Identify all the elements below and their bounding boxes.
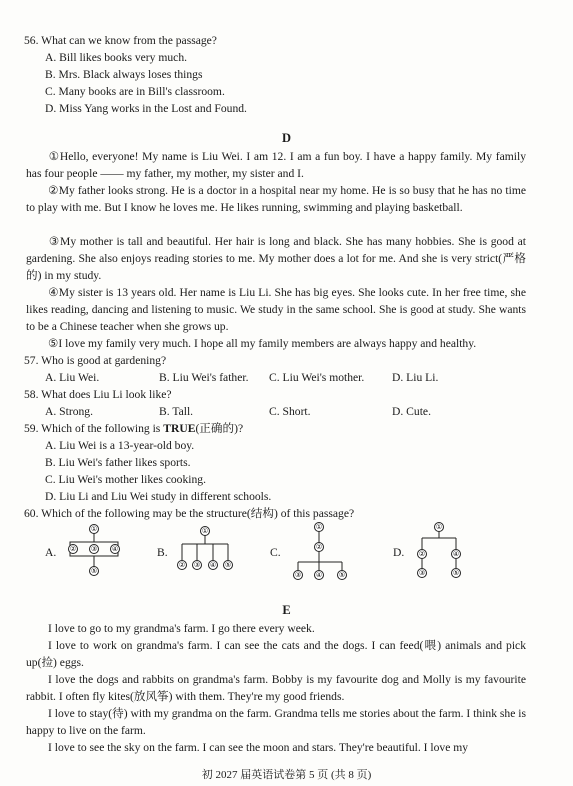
node-4-label: ④ (315, 571, 323, 579)
paragraph-text: ④My sister is 13 years old. Her name is Liu Li. She has big eyes. She looks cute. In her free time, she likes reading, dancing and listening to music. We study in the same school. She is good at study. She wants to be a Chinese teacher when she grows up. (26, 286, 526, 333)
passage-d-paragraph-5 (26, 335, 526, 352)
question-57-stem: 57. Who is good at gardening? (24, 354, 167, 367)
node-2-label: ② (315, 543, 323, 551)
question-58-stem: 58. What does Liu Li look like? (24, 388, 172, 401)
q60-option-d-label: D. (393, 546, 405, 559)
structure-diagram-d (410, 520, 470, 584)
q59-option-c: C. Liu Wei's mother likes cooking. (45, 473, 206, 486)
paragraph-text: ①Hello, everyone! My name is Liu Wei. I am 12. I am a fun boy. I have a happy family. My family has four people —— my father, my mother, my sister and I. (26, 150, 526, 180)
node-3-label: ③ (193, 561, 201, 569)
q59-option-d: D. Liu Li and Liu Wei study in different schools. (45, 490, 272, 503)
node-1-label: ① (315, 523, 323, 531)
section-e-heading: E (282, 603, 291, 617)
question-60-stem: 60. Which of the following may be the structure(结构) of this passage? (24, 507, 355, 520)
section-d-heading: D (281, 131, 292, 145)
paragraph-text: I love to see the sky on the farm. I can see the moon and stars. They're beautiful. I love my (48, 741, 469, 754)
q59-stem-gloss: (正确的)? (195, 422, 244, 435)
q60-option-a-label: A. (45, 546, 57, 559)
q57-option-a: A. Liu Wei. (45, 371, 100, 384)
structure-diagram-a (60, 522, 130, 582)
question-56-stem: 56. What can we know from the passage? (24, 34, 217, 47)
q58-option-d: D. Cute. (392, 405, 431, 418)
paragraph-text: ⑤I love my family very much. I hope all my family members are always happy and healthy. (48, 337, 477, 350)
q59-option-b: B. Liu Wei's father likes sports. (45, 456, 191, 469)
q57-option-d: D. Liu Li. (392, 371, 439, 384)
node-5-label: ⑤ (452, 569, 460, 577)
node-2-label: ② (178, 561, 186, 569)
node-1-label: ① (90, 525, 98, 533)
paragraph-text: ③My mother is tall and beautiful. Her hair is long and black. She has many hobbies. She is good at gardening. She also enjoys reading stories to me. My mother does a lot for me. And she is very strict(严格的) in my study. (26, 235, 526, 282)
paragraph-text: ②My father looks strong. He is a doctor in a hospital near my home. He is so busy that he has no time to play with me. But I know he loves me. He likes running, swimming and playing basketball. (26, 184, 526, 214)
passage-e-paragraph-5 (26, 739, 526, 756)
q56-option-a: A. Bill likes books very much. (45, 51, 188, 64)
q57-option-c: C. Liu Wei's mother. (269, 371, 365, 384)
question-59-stem (24, 420, 243, 437)
passage-d-paragraph-1 (26, 148, 526, 182)
node-4-label: ④ (452, 550, 460, 558)
passage-e-paragraph-2 (26, 637, 526, 671)
structure-diagram-b (172, 524, 242, 572)
q58-option-a: A. Strong. (45, 405, 93, 418)
q59-option-a: A. Liu Wei is a 13-year-old boy. (45, 439, 195, 452)
passage-d-paragraph-4 (26, 284, 526, 335)
page-footer: 初 2027 届英语试卷第 5 页 (共 8 页) (201, 769, 372, 781)
q59-stem-text: 59. Which of the following is (24, 422, 164, 435)
node-5-label: ⑤ (224, 561, 232, 569)
node-4-label: ④ (111, 545, 119, 553)
q58-option-c: C. Short. (269, 405, 311, 418)
q57-option-b: B. Liu Wei's father. (159, 371, 249, 384)
passage-e-paragraph-1 (26, 620, 526, 637)
passage-e-paragraph-3 (26, 671, 526, 705)
paragraph-text: I love to work on grandma's farm. I can see the cats and the dogs. I can feed(喂) animals and pick up(捡) eggs. (26, 639, 526, 669)
q60-option-b-label: B. (157, 546, 168, 559)
passage-d-paragraph-3 (26, 233, 526, 284)
node-1-label: ① (201, 527, 209, 535)
q56-option-d: D. Miss Yang works in the Lost and Found. (45, 102, 247, 115)
paragraph-text: I love to stay(待) with my grandma on the farm. Grandma tells me stories about the farm. I think she is happy to live on the farm. (26, 707, 526, 737)
q59-stem-emphasis: TRUE (163, 422, 196, 435)
paragraph-text: I love the dogs and rabbits on grandma's farm. Bobby is my favourite dog and Molly is my favourite rabbit. I often fly kites(放风筝) with them. They're my good friends. (26, 673, 526, 703)
node-3-label: ③ (294, 571, 302, 579)
paragraph-text: I love to go to my grandma's farm. I go there every week. (48, 622, 315, 635)
node-5-label: ⑤ (90, 567, 98, 575)
q56-option-b: B. Mrs. Black always loses things (45, 68, 203, 81)
q56-option-c: C. Many books are in Bill's classroom. (45, 85, 225, 98)
passage-d-paragraph-2 (26, 182, 526, 216)
node-2-label: ② (69, 545, 77, 553)
q60-option-c-label: C. (270, 546, 281, 559)
passage-e-paragraph-4 (26, 705, 526, 739)
q58-option-b: B. Tall. (159, 405, 194, 418)
node-3-label: ③ (90, 545, 98, 553)
node-3-label: ③ (418, 569, 426, 577)
structure-diagram-c (286, 520, 356, 584)
node-2-label: ② (418, 550, 426, 558)
node-5-label: ⑤ (338, 571, 346, 579)
node-4-label: ④ (209, 561, 217, 569)
node-1-label: ① (435, 523, 443, 531)
